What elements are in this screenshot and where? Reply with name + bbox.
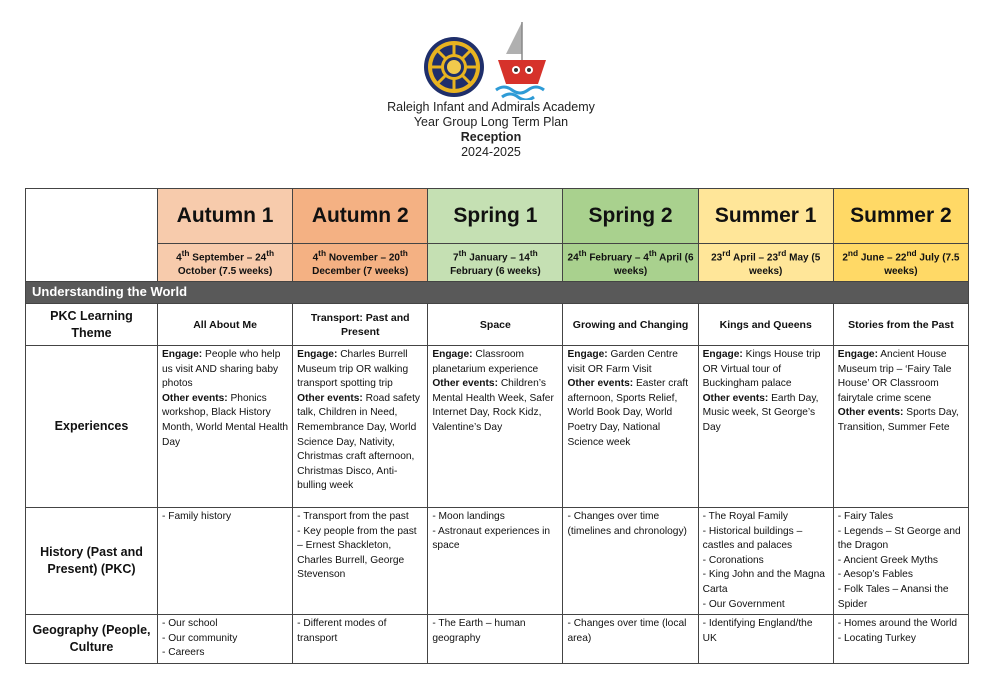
term-dates: 24th February – 4th April (6 weeks) — [563, 244, 698, 282]
history-cell — [833, 508, 968, 615]
term-dates: 7th January – 14th February (6 weeks) — [428, 244, 563, 282]
list-item: - Legends – St George and the Dragon — [837, 525, 961, 552]
list-item: - Aesop’s Fables — [837, 569, 913, 581]
row-label-theme: PKC Learning Theme — [26, 304, 158, 346]
academic-year: 2024-2025 — [461, 145, 521, 159]
term-dates: 2nd June – 22nd July (7.5 weeks) — [833, 244, 968, 282]
list-item: - King John and the Magna Carta — [702, 569, 825, 595]
geography-cell — [698, 615, 833, 664]
history-cell — [293, 508, 428, 615]
row-label-history: History (Past and Present) (PKC) — [26, 508, 158, 615]
list-item: - Changes over time (timelines and chronology) — [567, 511, 687, 537]
school-name: Raleigh Infant and Admirals Academy — [387, 100, 595, 114]
sailboat-logo-icon — [492, 20, 552, 100]
year-group: Reception — [460, 130, 522, 144]
term-spring-2: Spring 2 — [563, 189, 698, 244]
logos — [0, 10, 994, 100]
theme-cell: Stories from the Past — [833, 304, 968, 346]
list-item: - Our school — [162, 618, 218, 630]
history-cell — [698, 508, 833, 615]
theme-cell: Growing and Changing — [563, 304, 698, 346]
list-item: - Careers — [162, 647, 205, 659]
term-dates: 4th November – 20th December (7 weeks) — [293, 244, 428, 282]
history-row — [26, 508, 969, 615]
term-dates: 23rd April – 23rd May (5 weeks) — [698, 244, 833, 282]
experiences-cell: Engage: Ancient House Museum trip – ‘Fairy Tale House’ OR Classroom fairytale crime scene Other events: Sports Day, Transition, Summer Fete — [833, 346, 968, 508]
list-item: - Coronations — [702, 554, 764, 566]
term-spring-1: Spring 1 — [428, 189, 563, 244]
geography-cell — [428, 615, 563, 664]
geography-cell — [158, 615, 293, 664]
term-dates: 4th September – 24th October (7.5 weeks) — [158, 244, 293, 282]
plan-title: Year Group Long Term Plan — [413, 115, 569, 129]
list-item: - Fairy Tales — [837, 511, 894, 522]
geography-row — [26, 615, 969, 664]
theme-cell: Kings and Queens — [698, 304, 833, 346]
section-heading: Understanding the World — [26, 282, 969, 304]
long-term-plan-table — [25, 188, 969, 664]
history-cell — [563, 508, 698, 615]
list-item: - Our Government — [702, 598, 785, 610]
list-item: - Identifying England/the UK — [702, 618, 813, 644]
corner-cell — [26, 189, 158, 282]
list-item: - Historical buildings – castles and palaces — [702, 525, 803, 552]
list-item: - Changes over time (local area) — [567, 618, 687, 644]
section-row — [26, 282, 969, 304]
ships-wheel-logo-icon — [423, 36, 485, 98]
experiences-cell: Engage: Garden Centre visit OR Farm Visit Other events: Easter craft afternoon, Sports Relief, World Book Day, World Poetry Day, National Science week — [563, 346, 698, 508]
term-name-row — [26, 189, 969, 244]
list-item: - Locating Turkey — [837, 632, 916, 644]
row-label-geography: Geography (People, Culture — [26, 615, 158, 664]
list-item: - Different modes of transport — [297, 618, 387, 644]
experiences-cell: Engage: People who help us visit AND sharing baby photos Other events: Phonics workshop, Black History Month, World Mental Health Day — [158, 346, 293, 508]
experiences-row — [26, 346, 969, 508]
theme-cell: Transport: Past and Present — [293, 304, 428, 346]
term-autumn-2: Autumn 2 — [293, 189, 428, 244]
list-item: - Folk Tales – Anansi the Spider — [837, 583, 949, 610]
term-dates-row — [26, 244, 969, 282]
list-item: - Our community — [162, 632, 238, 644]
list-item: - The Earth – human geography — [432, 618, 526, 644]
list-item: - The Royal Family — [702, 511, 788, 522]
list-item: - Astronaut experiences in space — [432, 525, 551, 552]
list-item: - Family history — [162, 511, 232, 522]
history-cell — [158, 508, 293, 615]
list-item: - Homes around the World — [837, 618, 958, 630]
term-autumn-1: Autumn 1 — [158, 189, 293, 244]
history-cell — [428, 508, 563, 615]
theme-cell: All About Me — [158, 304, 293, 346]
geography-cell — [563, 615, 698, 664]
geography-cell — [833, 615, 968, 664]
geography-cell — [293, 615, 428, 664]
row-label-experiences: Experiences — [26, 346, 158, 508]
document-header — [0, 100, 982, 160]
theme-cell: Space — [428, 304, 563, 346]
list-item: - Transport from the past — [297, 511, 409, 522]
theme-row — [26, 304, 969, 346]
list-item: - Key people from the past – Ernest Shackleton, Charles Burrell, George Stevenson — [297, 525, 417, 581]
experiences-cell: Engage: Classroom planetarium experience Other events: Children’s Mental Health Week, Safer Internet Day, Rock Kidz, Valentine’s Day — [428, 346, 563, 508]
list-item: - Moon landings — [432, 511, 505, 522]
list-item: - Ancient Greek Myths — [837, 554, 938, 566]
experiences-cell: Engage: Kings House trip OR Virtual tour of Buckingham palace Other events: Earth Day, Music week, St George’s Day — [698, 346, 833, 508]
experiences-cell: Engage: Charles Burrell Museum trip OR walking transport spotting trip Other events: Road safety talk, Children in Need, Remembrance Day, World Science Day, Nativity, Christmas craft afternoon, Christmas Disco, Anti-bulling week — [293, 346, 428, 508]
term-summer-1: Summer 1 — [698, 189, 833, 244]
term-summer-2: Summer 2 — [833, 189, 968, 244]
